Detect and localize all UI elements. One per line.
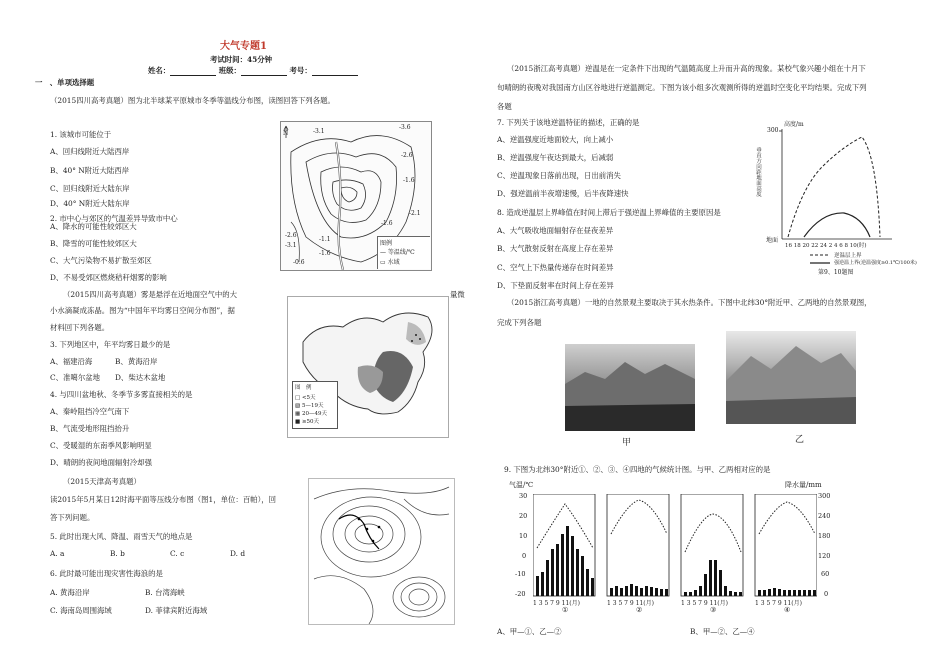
panel-label: ④ [784, 606, 791, 614]
legend-title: 图例 [380, 240, 393, 247]
question-stem: 7. 下列关于该地逆温特征的描述，正确的是 [497, 118, 640, 127]
isotherm-label: -3.1 [285, 242, 297, 249]
student-info-row [148, 65, 358, 76]
right-tick: 240 [818, 512, 831, 520]
x-ticks: 1 3 5 7 9 11(月) [607, 600, 654, 607]
option-d: D、下垫面反射率在时间上存在差异 [497, 281, 614, 290]
name-label: 姓名： [148, 66, 171, 75]
legend-item: 强逆温上界(逆温强度≥0.1℃/100米) [834, 260, 917, 266]
option-a: A、大气吸收地面辐射存在昼夜差异 [497, 226, 614, 235]
isotherm-label: -0.6 [293, 259, 305, 266]
left-tick: -10 [515, 570, 526, 578]
option-b: B. b [110, 549, 125, 558]
climate-charts [505, 480, 835, 620]
axis-label-vertical: 垂直方向距地面高度 [755, 147, 761, 197]
option-d: D. d [230, 549, 246, 558]
option-b: B、大气散射反射在高度上存在差异 [497, 244, 614, 253]
question-stem: 6. 此时最可能出现灾害性海浪的是 [50, 569, 163, 578]
option-d: D、40° N附近大陆东岸 [50, 199, 130, 208]
option-d: D、强逆温前半夜增速慢，后半夜降速快 [497, 189, 629, 198]
legend-isotherm: — 等温线/℃ [380, 249, 415, 256]
question-intro: 材料回下列各题。 [50, 323, 110, 332]
option-d: D. 菲律宾附近海域 [145, 606, 208, 615]
question-stem: 2. 市中心与郊区的气温差异导致市中心 [50, 214, 178, 223]
option-d: D、柴达木盆地 [115, 373, 166, 382]
option-a: A、甲—①、乙—② [497, 627, 562, 636]
figure-caption: 第9、10题图 [818, 269, 854, 276]
option-b: B、黄海沿岸 [115, 357, 158, 366]
axis-label-left: 气温/℃ [509, 481, 534, 489]
question-intro: （2015浙江高考真题）一地的自然景观主要取决于其水热条件。下图中北纬30°附近甲、乙两地的自然景观图， [507, 298, 872, 307]
option-a: A. a [50, 549, 65, 558]
question-intro: 旬晴朗的夜晚对我国南方山区谷地进行逆温测定。下图为该小组多次观测所得的逆温时空变化平均结果。完成下列 [497, 83, 867, 92]
option-a: A、回归线附近大陆西岸 [50, 147, 130, 156]
section-heading: 一 、单项选择题 [35, 78, 95, 87]
option-d: D、晴朗的夜间地面辐射冷却强 [50, 458, 153, 467]
axis-label: 高度/m [784, 121, 804, 128]
inversion-chart-svg [752, 117, 912, 277]
legend-water: ▭ 水域 [380, 259, 400, 266]
right-tick: 0 [824, 590, 829, 598]
axis-tick: 300 [767, 127, 779, 134]
option-c: C. 海南岛周围海域 [50, 606, 112, 615]
isotherm-label: -3.6 [399, 124, 411, 131]
photo-label: 乙 [795, 435, 805, 445]
climate-panels-svg [533, 494, 817, 598]
question-intro: （2015四川高考真题）图为北半球某平原城市冬季等温线分布图，读图回答下列各题。 [50, 96, 335, 105]
option-a: A、福建沿海 [50, 357, 93, 366]
question-intro: 各题 [497, 102, 512, 111]
x-ticks: 1 3 5 7 9 11(月) [533, 600, 580, 607]
north-arrow-label: N [283, 130, 289, 137]
pressure-map-figure [308, 478, 455, 625]
photo-label: 甲 [622, 438, 632, 448]
right-tick: 120 [818, 552, 831, 560]
isotherm-label: -2.6 [401, 152, 413, 159]
legend-item: □ <5天 [295, 395, 316, 401]
option-c: C、回归线附近大陆东岸 [50, 184, 130, 193]
landscape-photo-yi [726, 331, 856, 424]
right-tick: 180 [818, 532, 831, 540]
question-stem: 3. 下列地区中，年平均雾日最少的是 [50, 340, 171, 349]
option-b: B. 台湾海峡 [145, 588, 185, 597]
left-tick: 30 [519, 492, 528, 500]
legend-item: ▧ 5—19天 [295, 403, 324, 409]
axis-tick: 地面 [766, 237, 779, 244]
left-tick: -20 [515, 590, 526, 598]
landscape-photo-jia [565, 344, 695, 431]
x-ticks: 1 3 5 7 9 11(月) [755, 600, 802, 607]
legend-isotherm-label: 等温线/℃ [387, 249, 415, 256]
option-d: D、不易受郊区燃烧秸秆烟雾的影响 [50, 273, 167, 282]
mountain-silhouette [726, 331, 856, 424]
question-stem: 1. 该城市可能位于 [50, 130, 112, 139]
isotherm-label: -1.6 [319, 250, 331, 257]
legend-item: ▦ 20—49天 [295, 411, 327, 417]
legend-item: 逆温层上界 [834, 253, 862, 259]
page-title: 大气专题1 [220, 41, 267, 52]
mountain-silhouette [565, 344, 695, 431]
isotherm-label: -3.1 [313, 128, 325, 135]
option-c: C. c [170, 549, 185, 558]
question-stem: 8. 造成逆温层上界峰值在时间上滞后于强逆温上界峰值的主要原因是 [497, 208, 721, 217]
option-b: B、气流受地形阻挡抬升 [50, 424, 130, 433]
question-intro: 答下列问题。 [50, 513, 95, 522]
exam-time: 考试时间：45分钟 [210, 55, 273, 64]
inversion-figure [752, 117, 917, 277]
legend-item: ■ ≥50天 [295, 419, 320, 425]
left-tick: 20 [519, 512, 528, 520]
option-c: C、逆温现象日落前出现，日出前消失 [497, 171, 621, 180]
panel-label: ② [636, 606, 643, 614]
question-intro: 完成下列各题 [497, 318, 542, 327]
id-blank [312, 67, 358, 76]
id-label: 考号： [289, 66, 312, 75]
legend-water-label: 水域 [387, 259, 400, 266]
isotherm-label: -1.6 [403, 177, 415, 184]
question-intro-tail: 量微 [450, 290, 465, 299]
option-b: B、甲—②、乙—④ [690, 627, 755, 636]
left-tick: 0 [522, 552, 527, 560]
class-blank [241, 67, 287, 76]
option-c: C、空气上下热量传递存在时间差异 [497, 263, 614, 272]
isotherm-label: -1.1 [319, 236, 331, 243]
axis-label-right: 降水量/mm [785, 481, 822, 489]
isotherm-label: -2.6 [285, 232, 297, 239]
option-c: C、大气污染物不易扩散至郊区 [50, 256, 152, 265]
question-intro: 小水滴凝成冻晶。图为“中国年平均雾日空间分布图”，据 [50, 306, 235, 315]
legend-title: 图 例 [295, 385, 312, 391]
option-b: B、逆温强度午夜达到最大，后减弱 [497, 153, 614, 162]
option-a: A. 黄海沿岸 [50, 588, 90, 597]
right-tick: 60 [821, 570, 830, 578]
question-intro: （2015天津高考真题） [63, 477, 141, 486]
panel-label: ③ [710, 606, 717, 614]
question-stem: 5. 此时出现大风、降温、雨雪天气的地点是 [50, 532, 193, 541]
fog-legend [292, 381, 338, 429]
question-intro: （2015浙江高考真题）逆温是在一定条件下出现的气温随高度上升而升高的现象。某校气象兴趣小组在十月下 [507, 64, 866, 73]
isotherm-legend [377, 236, 430, 269]
question-intro: （2015四川高考真题）雾是悬浮在近地面空气中的大 [63, 290, 238, 299]
right-tick: 300 [818, 492, 831, 500]
isotherm-map-figure [280, 121, 432, 271]
option-a: A、秦岭阻挡冷空气南下 [50, 407, 130, 416]
left-tick: 10 [519, 532, 528, 540]
axis-ticks: 16 18 20 22 24 2 4 6 8 10(时) [785, 243, 867, 249]
panel-label: ① [562, 606, 569, 614]
x-ticks: 1 3 5 7 9 11(月) [681, 600, 728, 607]
class-label: 班级： [218, 66, 241, 75]
option-b: B、40° N附近大陆西岸 [50, 166, 130, 175]
option-c: C、准噶尔盆地 [50, 373, 100, 382]
pressure-map-svg [309, 479, 454, 624]
fog-map-figure [287, 296, 449, 438]
name-blank [170, 67, 216, 76]
option-c: C、受暖湿的东南季风影响明显 [50, 441, 152, 450]
isotherm-label: -1.6 [381, 220, 393, 227]
question-intro: 读2015年5月某日12时海平面等压线分布图（图1，单位：百帕），回 [50, 495, 277, 504]
question-stem: 9. 下图为北纬30°附近①、②、③、④四地的气候统计图。与甲、乙两相对应的是 [504, 465, 771, 474]
option-b: B、降雪的可能性较郊区大 [50, 239, 137, 248]
option-a: A、降水的可能性较郊区大 [50, 222, 137, 231]
question-stem: 4. 与四川盆地秋、冬季节多雾直接相关的是 [50, 390, 193, 399]
option-a: A、逆温强度近地面较大，向上减小 [497, 135, 614, 144]
isotherm-label: -2.1 [409, 210, 421, 217]
